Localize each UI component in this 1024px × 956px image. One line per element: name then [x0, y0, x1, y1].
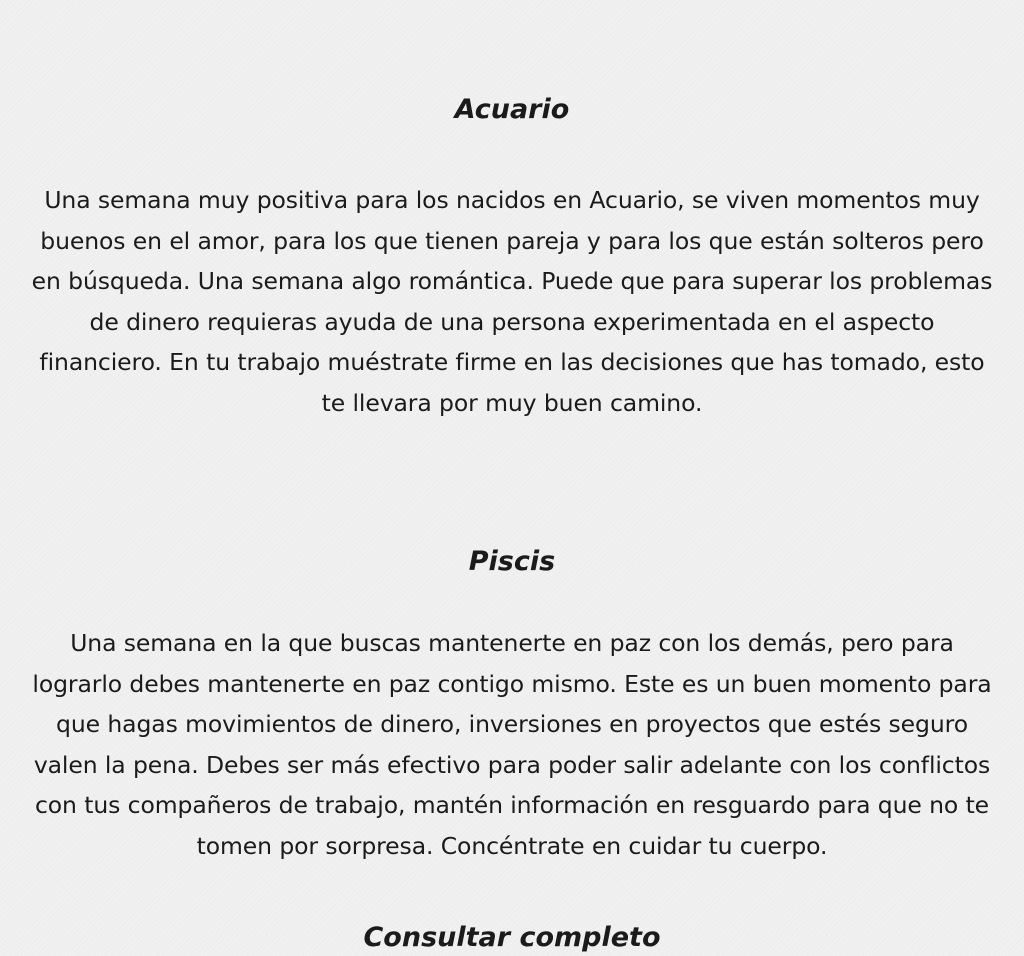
sign-heading-acuario: Acuario: [454, 94, 570, 125]
sign-text-acuario: Una semana muy positiva para los nacidos en Acuario, se viven momentos muy buenos en el amor, para los que tienen pareja y para los que están solteros pero en búsqueda. Una semana algo romántica. Puede que para superar los problemas de dinero requieras ayuda de una persona experimentada en el aspecto financiero. En tu trabajo muéstrate firme en las decisiones que has tomado, esto te llevara por muy buen camino.: [31, 186, 993, 417]
sign-heading-piscis: Piscis: [468, 546, 556, 577]
next-section-heading: Consultar completo: [363, 922, 661, 953]
sign-text-piscis: Una semana en la que buscas mantenerte en paz con los demás, pero para lograrlo debes mantenerte en paz contigo mismo. Este es un buen momento para que hagas movimientos de dinero, inversiones en proyectos que estés seguro valen la pena. Debes ser más efectivo para poder salir adelante con los conflictos con tus compañeros de trabajo, mantén información en resguardo para que no te tomen por sorpresa. Concéntrate en cuidar tu cuerpo.: [32, 629, 992, 860]
